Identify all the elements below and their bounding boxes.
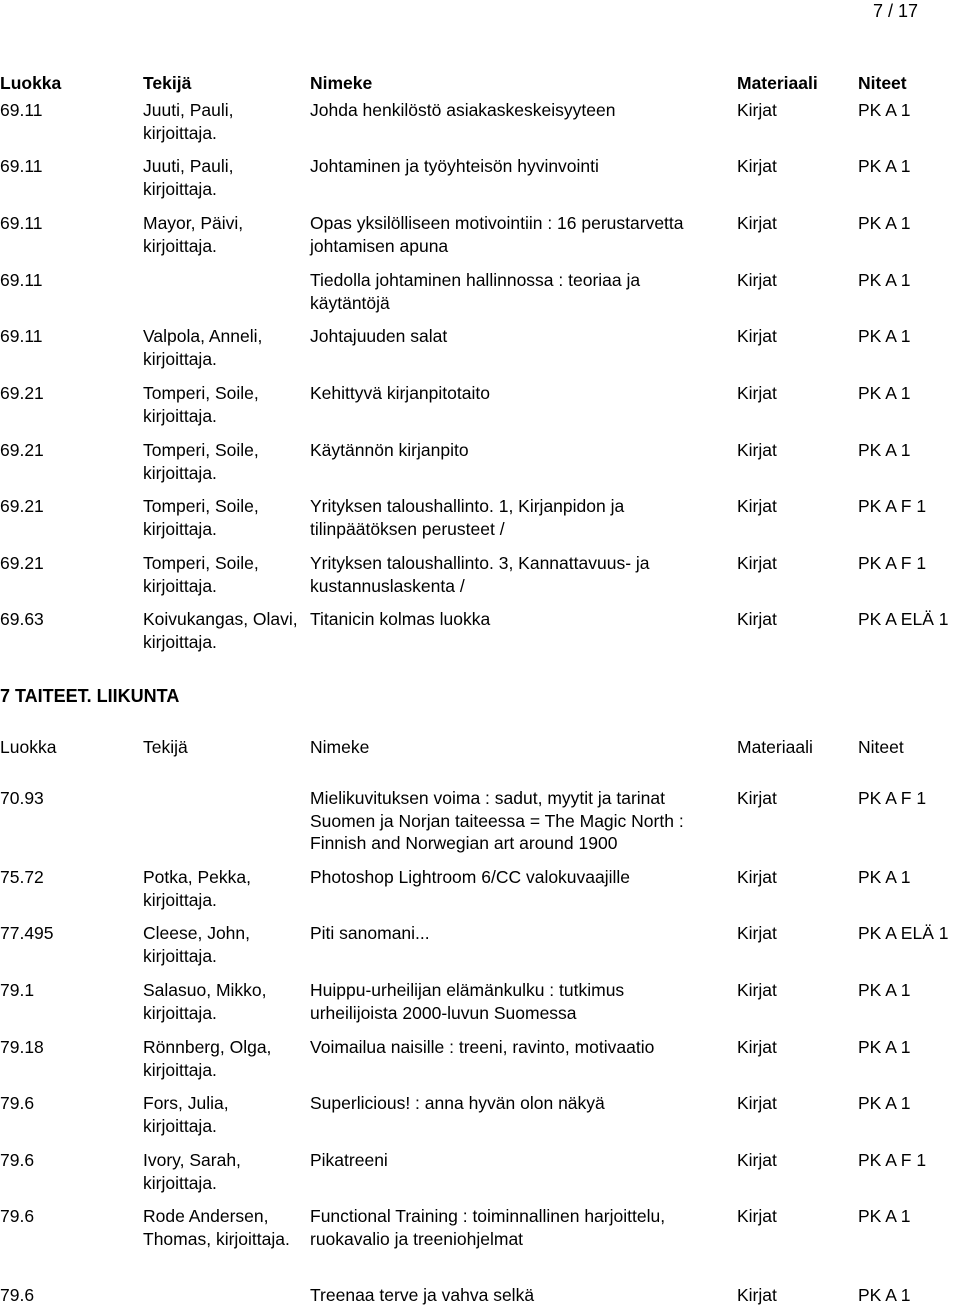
cell-nimeke: Johda henkilöstö asiakaskeskeisyyteen	[310, 100, 616, 120]
cell-luokka: 77.495	[0, 923, 54, 943]
cell-luokka: 70.93	[0, 788, 44, 808]
cell-materiaali: Kirjat	[737, 1285, 777, 1305]
cell-materiaali: Kirjat	[737, 788, 777, 808]
cell-niteet: PK A F 1	[858, 1150, 927, 1170]
cell-tekija: Rode Andersen, Thomas, kirjoittaja.	[143, 1206, 290, 1249]
cell-luokka: 69.11	[0, 270, 43, 290]
header-niteet: Niteet	[858, 737, 904, 757]
cell-luokka: 79.6	[0, 1206, 35, 1226]
cell-materiaali: Kirjat	[737, 156, 777, 176]
cell-tekija: Ivory, Sarah, kirjoittaja.	[143, 1150, 241, 1193]
cell-nimeke: Yrityksen taloushallinto. 3, Kannattavuus- ja kustannuslaskenta /	[310, 553, 650, 596]
cell-nimeke: Tiedolla johtaminen hallinnossa : teoriaa ja käytäntöjä	[310, 270, 641, 313]
cell-materiaali: Kirjat	[737, 867, 777, 887]
cell-materiaali: Kirjat	[737, 383, 777, 403]
header-niteet: Niteet	[858, 73, 907, 93]
cell-materiaali: Kirjat	[737, 553, 777, 573]
cell-tekija: Valpola, Anneli, kirjoittaja.	[143, 326, 263, 369]
cell-niteet: PK A 1	[858, 867, 911, 887]
cell-luokka: 69.11	[0, 213, 43, 233]
cell-niteet: PK A 1	[858, 100, 911, 120]
cell-materiaali: Kirjat	[737, 1093, 777, 1113]
cell-nimeke: Pikatreeni	[310, 1150, 388, 1170]
cell-nimeke: Functional Training : toiminnallinen harjoittelu, ruokavalio ja treeniohjelmat	[310, 1206, 666, 1249]
cell-nimeke: Käytännön kirjanpito	[310, 440, 469, 460]
cell-tekija: Juuti, Pauli, kirjoittaja.	[143, 100, 234, 143]
cell-niteet: PK A F 1	[858, 496, 927, 516]
cell-tekija: Koivukangas, Olavi, kirjoittaja.	[143, 609, 298, 652]
cell-nimeke: Johtaminen ja työyhteisön hyvinvointi	[310, 156, 599, 176]
cell-materiaali: Kirjat	[737, 100, 777, 120]
cell-tekija: Cleese, John, kirjoittaja.	[143, 923, 251, 966]
section-title: 7 TAITEET. LIIKUNTA	[0, 686, 180, 706]
header-nimeke: Nimeke	[310, 737, 370, 757]
cell-materiaali: Kirjat	[737, 440, 777, 460]
table-header	[0, 72, 960, 96]
cell-niteet: PK A 1	[858, 440, 911, 460]
cell-niteet: PK A 1	[858, 383, 911, 403]
cell-luokka: 79.6	[0, 1150, 35, 1170]
cell-niteet: PK A 1	[858, 1206, 911, 1226]
cell-niteet: PK A 1	[858, 270, 911, 290]
cell-tekija: Rönnberg, Olga, kirjoittaja.	[143, 1037, 272, 1080]
cell-materiaali: Kirjat	[737, 270, 777, 290]
cell-materiaali: Kirjat	[737, 326, 777, 346]
cell-nimeke: Titanicin kolmas luokka	[310, 609, 491, 629]
cell-materiaali: Kirjat	[737, 496, 777, 516]
cell-luokka: 69.11	[0, 156, 43, 176]
cell-tekija: Fors, Julia, kirjoittaja.	[143, 1093, 229, 1136]
cell-nimeke: Mielikuvituksen voima : sadut, myytit ja tarinat Suomen ja Norjan taiteessa = The Magic North : Finnish and Norwegian art around 1900	[310, 788, 684, 853]
header-materiaali: Materiaali	[737, 737, 813, 757]
cell-materiaali: Kirjat	[737, 1150, 777, 1170]
cell-nimeke: Johtajuuden salat	[310, 326, 448, 346]
header-luokka: Luokka	[0, 737, 57, 757]
cell-niteet: PK A 1	[858, 213, 911, 233]
cell-niteet: PK A 1	[858, 326, 911, 346]
header-tekija: Tekijä	[143, 737, 188, 757]
cell-luokka: 75.72	[0, 867, 44, 887]
cell-materiaali: Kirjat	[737, 609, 777, 629]
cell-nimeke: Voimailua naisille : treeni, ravinto, motivaatio	[310, 1037, 655, 1057]
cell-luokka: 79.6	[0, 1093, 35, 1113]
cell-niteet: PK A 1	[858, 1093, 911, 1113]
cell-tekija: Potka, Pekka, kirjoittaja.	[143, 867, 251, 910]
cell-luokka: 69.21	[0, 553, 44, 573]
cell-luokka: 79.6	[0, 1285, 35, 1305]
cell-niteet: PK A 1	[858, 980, 911, 1000]
header-luokka: Luokka	[0, 73, 62, 93]
cell-nimeke: Superlicious! : anna hyvän olon näkyä	[310, 1093, 605, 1113]
cell-luokka: 69.21	[0, 383, 44, 403]
header-tekija: Tekijä	[143, 73, 192, 93]
cell-tekija: Tomperi, Soile, kirjoittaja.	[143, 553, 259, 596]
cell-nimeke: Photoshop Lightroom 6/CC valokuvaajille	[310, 867, 631, 887]
cell-tekija: Tomperi, Soile, kirjoittaja.	[143, 496, 259, 539]
cell-luokka: 79.1	[0, 980, 35, 1000]
cell-niteet: PK A 1	[858, 156, 911, 176]
page-number: 7 / 17	[872, 1, 918, 21]
cell-nimeke: Treenaa terve ja vahva selkä	[310, 1285, 535, 1305]
cell-niteet: PK A F 1	[858, 788, 927, 808]
cell-niteet: PK A 1	[858, 1037, 911, 1057]
cell-nimeke: Yrityksen taloushallinto. 1, Kirjanpidon ja tilinpäätöksen perusteet /	[310, 496, 625, 539]
cell-materiaali: Kirjat	[737, 1206, 777, 1226]
table-header	[0, 736, 960, 760]
cell-tekija: Salasuo, Mikko, kirjoittaja.	[143, 980, 267, 1023]
cell-niteet: PK A ELÄ 1	[858, 923, 949, 943]
cell-luokka: 69.21	[0, 496, 44, 516]
cell-nimeke: Opas yksilölliseen motivointiin : 16 perustarvetta johtamisen apuna	[310, 213, 684, 256]
cell-materiaali: Kirjat	[737, 923, 777, 943]
cell-luokka: 69.21	[0, 440, 44, 460]
cell-niteet: PK A ELÄ 1	[858, 609, 949, 629]
cell-materiaali: Kirjat	[737, 213, 777, 233]
cell-tekija: Mayor, Päivi, kirjoittaja.	[143, 213, 244, 256]
cell-nimeke: Piti sanomani...	[310, 923, 430, 943]
cell-luokka: 69.11	[0, 100, 43, 120]
cell-tekija: Tomperi, Soile, kirjoittaja.	[143, 440, 259, 483]
cell-nimeke: Huippu-urheilijan elämänkulku : tutkimus urheilijoista 2000-luvun Suomessa	[310, 980, 625, 1023]
cell-tekija: Juuti, Pauli, kirjoittaja.	[143, 156, 234, 199]
cell-luokka: 79.18	[0, 1037, 44, 1057]
cell-tekija: Tomperi, Soile, kirjoittaja.	[143, 383, 259, 426]
cell-materiaali: Kirjat	[737, 980, 777, 1000]
cell-niteet: PK A 1	[858, 1285, 911, 1305]
cell-nimeke: Kehittyvä kirjanpitotaito	[310, 383, 490, 403]
cell-niteet: PK A F 1	[858, 553, 927, 573]
cell-luokka: 69.63	[0, 609, 44, 629]
header-nimeke: Nimeke	[310, 73, 373, 93]
cell-luokka: 69.11	[0, 326, 43, 346]
cell-materiaali: Kirjat	[737, 1037, 777, 1057]
header-materiaali: Materiaali	[737, 73, 818, 93]
